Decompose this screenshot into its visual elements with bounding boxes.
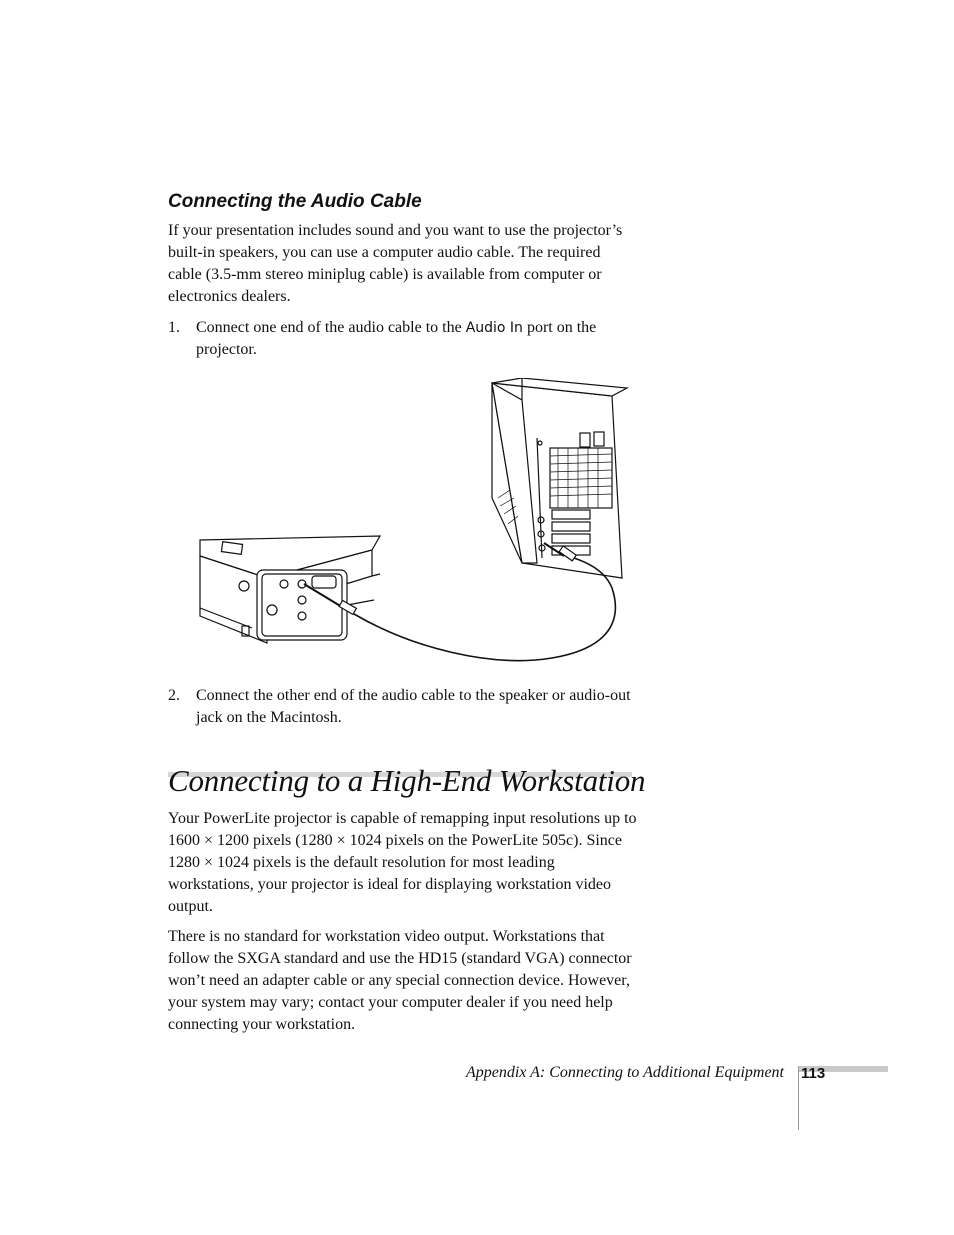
audio-in-port-label: Audio In [465,320,523,336]
step-1-number: 1. [168,319,180,336]
step-2-number: 2. [168,687,180,704]
intro-paragraph: If your presentation includes sound and you want to use the projector’s built-in speakers, you can use a computer audio cable. The required cable (3.5-mm stereo miniplug cable) is available from computer or electronics dealers. [168,222,623,305]
audio-cable-connection-illustration [192,378,632,663]
footer-divider [798,1066,799,1130]
footer-chapter-title: Appendix A: Connecting to Additional Equipment [465,1064,784,1081]
computer-tower-icon [492,378,627,578]
step-1 [168,317,638,361]
page-number: 113 [801,1065,826,1082]
step-1-text [196,317,638,361]
workstation-paragraph-1: Your PowerLite projector is capable of remapping input resolutions up to 1600 × 1200 pixels (1280 × 1024 pixels on the PowerLite 505c). Since 1280 × 1024 pixels is the default resolution for most leading workstations, your projector is ideal for displaying workstation video output. [168,810,637,915]
projector-icon [200,536,380,643]
section-heading: Connecting the Audio Cable [168,191,422,212]
step-1-text-before: Connect one end of the audio cable to the [196,319,466,336]
main-heading: Connecting to a High-End Workstation [168,763,646,798]
step-2-text: Connect the other end of the audio cable to the speaker or audio-out jack on the Macintosh. [196,687,631,726]
step-2 [168,685,638,729]
workstation-paragraph-2: There is no standard for workstation video output. Workstations that follow the SXGA standard and use the HD15 (standard VGA) connector won’t need an adapter cable or any special connection device. However, your system may vary; contact your computer dealer if you need help connecting your workstation. [168,928,632,1033]
step-1-text-after: port on the projector. [196,319,597,358]
